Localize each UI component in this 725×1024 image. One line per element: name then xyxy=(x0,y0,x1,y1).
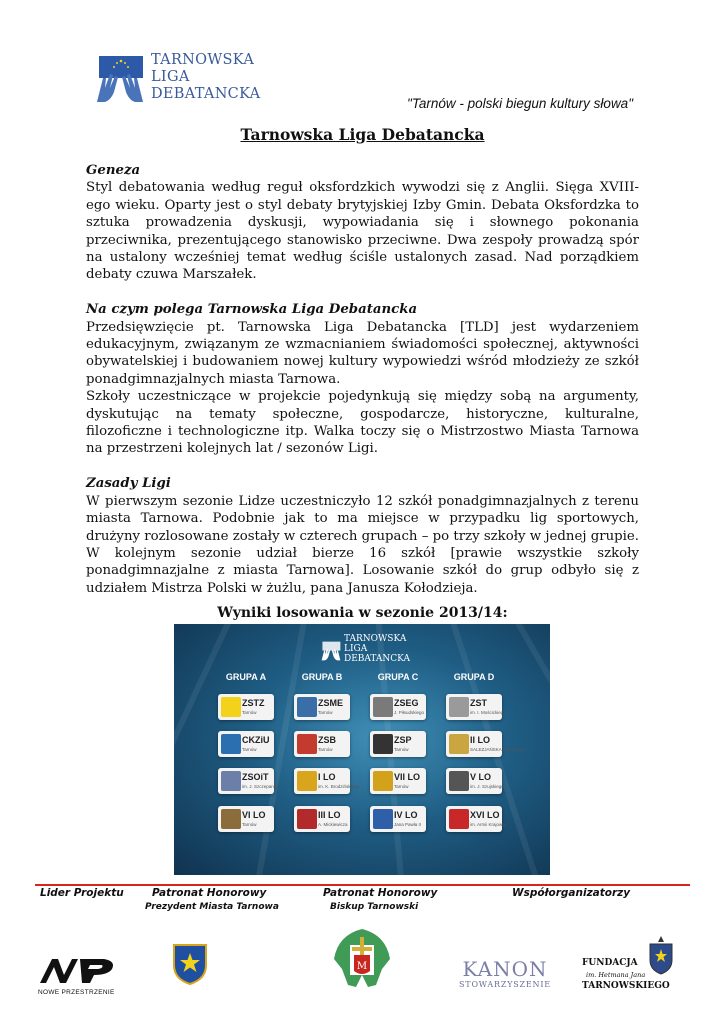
fundacja-line-3: TARNOWSKIEGO xyxy=(582,981,670,991)
school-card xyxy=(370,694,426,720)
footer-wspol-label: Współorganizatorzy xyxy=(512,887,631,899)
school-name: VI LO xyxy=(242,810,266,820)
fundacja-line-2: im. Hetmana Jana xyxy=(586,971,646,979)
school-subtitle: im. Armii Krajowej xyxy=(470,822,506,827)
group-label: GRUPA B xyxy=(301,672,343,682)
school-subtitle: im. J. Szczepanika xyxy=(242,784,280,789)
school-card xyxy=(446,768,502,794)
school-subtitle: Tarnów xyxy=(242,747,257,752)
footer-patronat-1-label: Patronat Honorowy xyxy=(152,887,267,899)
fundacja-line-1: FUNDACJA xyxy=(582,958,638,968)
school-name: VII LO xyxy=(394,772,421,782)
school-subtitle: im. I. Mościckiego xyxy=(470,710,506,715)
poster-caption: Wyniki losowania w sezonie 2013/14: xyxy=(217,605,508,621)
school-emblem-icon xyxy=(373,734,393,754)
poster-logo-line-2: LIGA xyxy=(344,644,368,654)
section-heading-na-czym-polega: Na czym polega Tarnowska Liga Debatancka xyxy=(86,302,418,318)
school-name: ZST xyxy=(470,698,487,708)
school-emblem-icon xyxy=(449,697,469,717)
school-name: ZSTZ xyxy=(242,698,265,708)
paragraph-zasady: W pierwszym sezonie Lidze uczestniczyło 12 szkół ponadgimnazjalnych z terenu miasta Tarnowa. Podobnie jak to ma miejsce w przypadku lig sportowych, drużyny rozlosowane zostały w czterech grupach – po trzy szkoły w jednej grupie. W kolejnym sezonie udział bierze 16 szkół [prawie wszystkie szkoły ponadgimnazjalne z miasta Tarnowa]. Losowanie szkół do grup odbyło się z udziałem Mistrza Polski w żużlu, pana Janusza Kołodzieja. xyxy=(86,493,639,596)
fundacja-logo xyxy=(582,950,692,998)
school-name: I LO xyxy=(318,772,336,782)
kanon-sub-text: STOWARZYSZENIE xyxy=(459,980,551,989)
school-emblem-icon xyxy=(373,697,393,717)
footer-patronat-2-sub: Biskup Tarnowski xyxy=(330,902,419,912)
school-name: ZSB xyxy=(318,735,336,745)
school-card xyxy=(218,768,280,794)
kanon-main-text: KANON xyxy=(462,957,548,981)
footer-divider xyxy=(35,884,690,886)
school-emblem-icon xyxy=(221,771,241,791)
school-subtitle: J. Piłsudskiego xyxy=(394,710,425,715)
tld-logo xyxy=(93,52,261,108)
poster-logo xyxy=(320,632,410,668)
school-subtitle: A. Mickiewicza xyxy=(318,822,348,827)
paragraph-na-czym-polega-1: Przedsięwzięcie pt. Tarnowska Liga Debatancka [TLD] jest wydarzeniem edukacyjnym, związanym ze wzmacnianiem świadomości społecznej, aktywności obywatelskiej i budowaniem nowej kultury wypowiedzi wśród młodzieży ze szkół ponadgimnazjalnych miasta Tarnowa. xyxy=(86,319,639,387)
school-card xyxy=(370,768,426,794)
school-emblem-icon xyxy=(297,809,317,829)
svg-text:M: M xyxy=(356,961,368,972)
school-emblem-icon xyxy=(221,809,241,829)
school-emblem-icon xyxy=(297,697,317,717)
fundacja-crest-icon xyxy=(646,934,676,976)
school-subtitle: Tarnów xyxy=(242,710,257,715)
school-name: ZSEG xyxy=(394,698,419,708)
school-card xyxy=(446,731,525,757)
school-name: V LO xyxy=(470,772,492,782)
school-emblem-icon xyxy=(449,771,469,791)
school-name: ZSOiT xyxy=(242,772,269,782)
school-subtitle: Tarnów xyxy=(318,710,333,715)
poster-logo-line-1: TARNOWSKA xyxy=(344,634,407,644)
school-card xyxy=(218,731,274,757)
school-emblem-icon xyxy=(449,734,469,754)
paragraph-na-czym-polega-2: Szkoły uczestniczące w projekcie pojedynkują się między sobą na argumenty, dyskutując na tematy społeczne, gospodarcze, historyczne, kulturalne, filozoficzne i technologiczne itp. Walka toczy się o Mistrzostwo Miasta Tarnowa na przestrzeni kolejnych lat / sezonów Ligi. xyxy=(86,389,639,457)
school-emblem-icon xyxy=(297,771,317,791)
footer-patronat-2-label: Patronat Honorowy xyxy=(323,887,438,899)
school-name: ZSP xyxy=(394,735,412,745)
school-name: ZSME xyxy=(318,698,344,708)
logo-text xyxy=(151,52,260,103)
bishop-coat-of-arms-icon xyxy=(328,925,396,993)
school-card xyxy=(218,806,274,832)
school-emblem-icon xyxy=(297,734,317,754)
school-subtitle: Tarnów xyxy=(394,747,409,752)
school-emblem-icon xyxy=(221,734,241,754)
school-card xyxy=(294,694,350,720)
school-name: II LO xyxy=(470,735,490,745)
article-body xyxy=(86,162,639,597)
school-card xyxy=(370,806,426,832)
poster-logo-line-3: DEBATANCKA xyxy=(344,654,411,664)
motto: "Tarnów - polski biegun kultury słowa" xyxy=(407,96,633,111)
group-label: GRUPA D xyxy=(453,672,495,682)
school-card xyxy=(218,694,274,720)
school-emblem-icon xyxy=(373,809,393,829)
school-card xyxy=(446,806,506,832)
school-subtitle: im. J. Szujskiego xyxy=(470,784,504,789)
school-name: III LO xyxy=(318,810,341,820)
nowe-przestrzenie-text: NOWE PRZESTRZENIE xyxy=(38,989,115,996)
group-label: GRUPA C xyxy=(377,672,419,682)
logo-line-1: TARNOWSKA xyxy=(151,52,255,68)
footer-patronat-1-sub: Prezydent Miasta Tarnowa xyxy=(145,902,279,912)
school-subtitle: SALEZJAŃSKA Tarnowska xyxy=(470,747,525,752)
paragraph-geneza: Styl debatowania według reguł oksfordzkich wywodzi się z Anglii. Sięga XVIII-ego wieku. Oparty jest o styl debaty brytyjskiej Izby Gmin. Debata Oksfordzka to sztuka prowadzenia dyskusji, wypowiadania się i słownego pokonania przeciwnika, prezentującego stanowisko przeciwne. Dwa zespoły prowadzą spór na ustalony wcześniej temat według ściśle ustalonych zasad. Nad porządkiem debaty czuwa Marszałek. xyxy=(86,180,639,283)
school-name: CKZiU xyxy=(242,735,270,745)
nowe-przestrzenie-logo xyxy=(38,955,122,995)
section-heading-geneza: Geneza xyxy=(86,163,141,178)
school-card xyxy=(294,768,360,794)
hands-logo-icon xyxy=(93,54,147,104)
school-card xyxy=(446,694,506,720)
tarnow-coat-of-arms-icon xyxy=(172,943,208,985)
section-heading-zasady: Zasady Ligi xyxy=(86,476,171,492)
school-emblem-icon xyxy=(221,697,241,717)
school-name: XVI LO xyxy=(470,810,500,820)
school-subtitle: Tarnów xyxy=(318,747,333,752)
school-card xyxy=(294,806,350,832)
school-subtitle: Tarnów xyxy=(394,784,409,789)
school-emblem-icon xyxy=(373,771,393,791)
group-label: GRUPA A xyxy=(225,672,267,682)
page-title: Tarnowska Liga Debatancka xyxy=(240,125,485,144)
kanon-logo xyxy=(455,958,555,994)
np-logo-icon xyxy=(38,955,122,985)
logo-line-2: LIGA xyxy=(151,69,190,85)
school-subtitle: im. K. Brodzińskiego xyxy=(318,784,360,789)
school-emblem-icon xyxy=(449,809,469,829)
logo-line-3: DEBATANCKA xyxy=(151,86,261,102)
footer-lider-label: Lider Projektu xyxy=(40,887,124,899)
school-name: IV LO xyxy=(394,810,418,820)
school-card xyxy=(370,731,426,757)
school-subtitle: Tarnów xyxy=(242,822,257,827)
school-subtitle: Jana Pawła II xyxy=(394,822,422,827)
hands-logo-icon xyxy=(320,640,342,662)
school-card xyxy=(294,731,350,757)
